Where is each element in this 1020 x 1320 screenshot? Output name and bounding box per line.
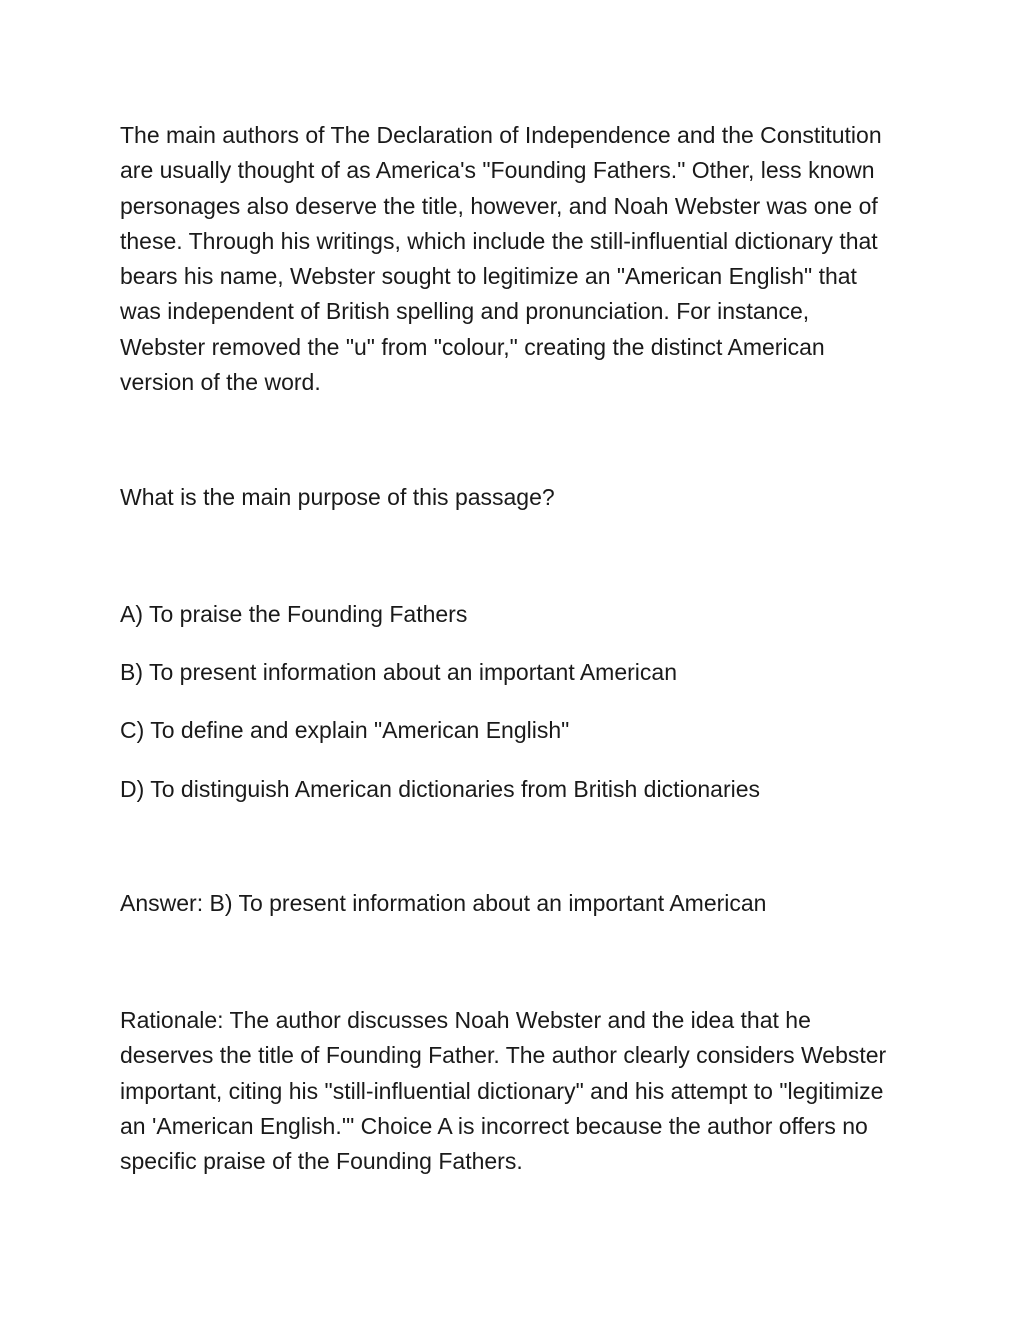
choice-c: C) To define and explain "American English": [120, 717, 570, 744]
rationale-text: Rationale: The author discusses Noah Webster and the idea that he deserves the title of Founding Father. The author clearly considers Webster important, citing his "still-influential dictionary" and his attempt to "legitimize an 'American English.'" Choice A is incorrect because the author offers no specific praise of the Founding Fathers.: [120, 1007, 887, 1175]
passage-text: The main authors of The Declaration of Independence and the Constitution are usually thought of as America's "Founding Fathers." Other, less known personages also deserve the title, however, and Noah Webster was one of these. Through his writings, which include the still-influential dictionary that bears his name, Webster sought to legitimize an "American English" that was independent of British spelling and pronunciation. For instance, Webster removed the "u" from "colour," creating the distinct American version of the word.: [120, 122, 882, 396]
choice-b: B) To present information about an important American: [120, 658, 677, 685]
question-text: What is the main purpose of this passage?: [120, 484, 555, 511]
answer-text: Answer: B) To present information about an important American: [120, 889, 767, 916]
answer-choices: [120, 597, 900, 807]
document-page: [120, 118, 900, 1180]
choice-a: A) To praise the Founding Fathers: [120, 600, 468, 627]
choice-d: D) To distinguish American dictionaries from British dictionaries: [120, 775, 761, 802]
